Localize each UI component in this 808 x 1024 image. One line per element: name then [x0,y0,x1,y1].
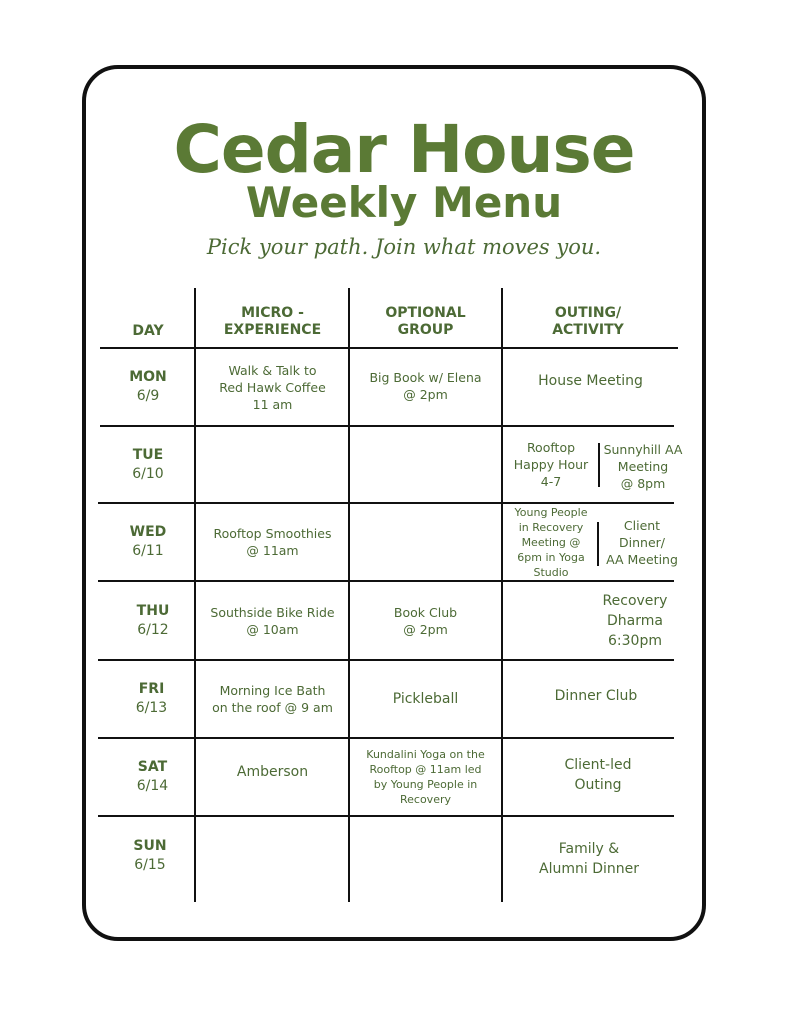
outing-sun: Family & Alumni Dinner [539,841,639,877]
outing-tue-right: Sunnyhill AA Meeting @ 8pm [603,442,683,491]
optional-group-sat: Kundalini Yoga on the Rooftop @ 11am led by Young People in Recovery [366,748,485,806]
day-name: FRI [138,681,165,697]
micro-experience-thu: Southside Bike Ride @ 10am [210,604,335,637]
micro-experience-sat: Amberson [236,764,309,780]
day-cell-fri [100,661,203,737]
outing-wed-right: Client Dinner/ AA Meeting [606,517,678,567]
day-cell-sun [100,817,200,893]
day-cell-thu [100,582,206,659]
day-date: 6/9 [136,388,160,404]
day-date: 6/14 [136,778,169,794]
day-date: 6/11 [132,543,164,559]
day-cell-sat [100,739,205,815]
outing-wed-left: Young People in Recovery Meeting @ 6pm in Yoga Studio [514,505,588,579]
column-header-micro-experience: MICRO - EXPERIENCE [223,305,322,338]
day-date: 6/15 [134,857,166,873]
outing-thu: Recovery Dharma 6:30pm [602,592,668,649]
outing-sat: Client-led Outing [564,757,632,793]
day-date: 6/12 [137,621,169,638]
page-title: Cedar House [173,111,635,188]
tagline: Pick your path. Join what moves you. [206,235,602,259]
day-name: WED [129,524,167,540]
day-date: 6/10 [132,465,164,482]
micro-experience-fri: Morning Ice Bath on the roof @ 9 am [212,683,333,715]
column-header-optional-group: OPTIONAL GROUP [385,305,466,338]
day-name: SUN [133,838,167,854]
day-cell-mon [100,349,196,425]
day-name: MON [129,369,167,385]
optional-group-mon: Big Book w/ Elena @ 2pm [369,370,482,402]
column-header-outing-activity: OUTING/ ACTIVITY [552,305,624,338]
day-name: THU [136,602,170,619]
day-name: TUE [132,446,164,463]
day-date: 6/13 [135,700,168,716]
day-cell-wed [100,504,196,580]
day-name: SAT [137,759,168,775]
column-header-day: DAY [132,322,164,339]
page-subtitle: Weekly Menu [245,178,563,227]
outing-fri: Dinner Club [554,688,638,704]
outing-tue-left: Rooftop Happy Hour 4-7 [513,440,589,489]
optional-group-thu: Book Club @ 2pm [393,604,458,637]
micro-experience-mon: Walk & Talk to Red Hawk Coffee 11 am [219,362,326,412]
optional-group-fri: Pickleball [392,691,459,707]
outing-mon: House Meeting [538,373,643,389]
day-cell-tue [100,427,196,502]
micro-experience-wed: Rooftop Smoothies @ 11am [213,526,332,558]
